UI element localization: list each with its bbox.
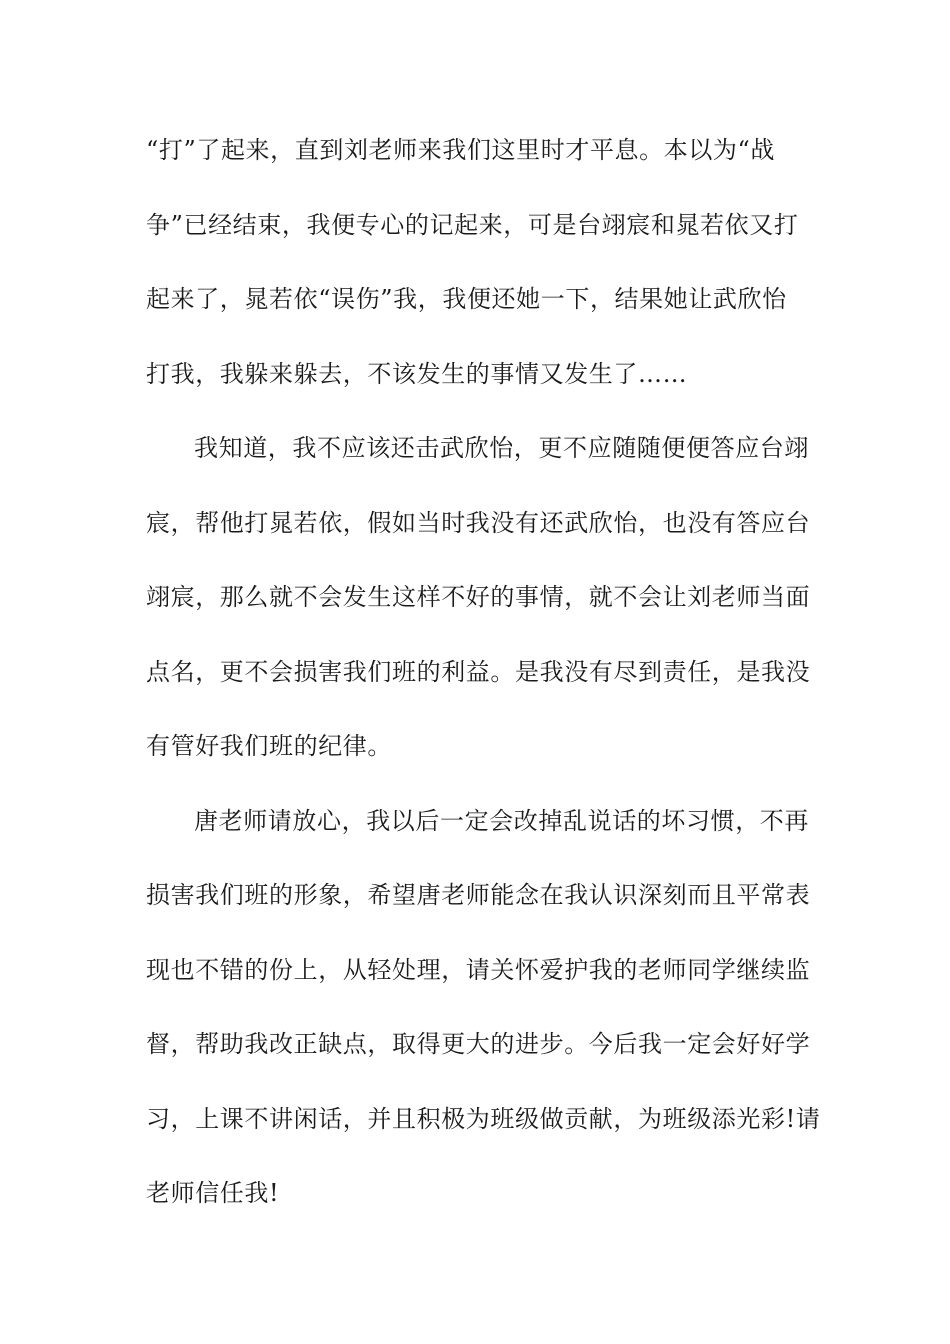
text-line: 打我，我躲来躲去，不该发生的事情又发生了…… — [146, 359, 688, 388]
text-line: 翊宸，那么就不会发生这样不好的事情，就不会让刘老师当面 — [146, 583, 811, 611]
paragraph-first-line: 我知道，我不应该还击武欣怡，更不应随随便便答应台翊 — [194, 434, 809, 462]
text-line: 习，上课不讲闲话，并且积极为班级做贡献，为班级添光彩!请 — [146, 1104, 821, 1133]
text-line: “打”了起来，直到刘老师来我们这里时才平息。本以为“战 — [146, 136, 776, 164]
text-line: 争”已经结束，我便专心的记起来，可是台翊宸和晁若依又打 — [146, 210, 799, 239]
text-line: 现也不错的份上，从轻处理，请关怀爱护我的老师同学继续监 — [146, 955, 811, 984]
text-line: 督，帮助我改正缺点，取得更大的进步。今后我一定会好好学 — [146, 1030, 811, 1058]
text-line: 起来了，晁若依“误伤”我，我便还她一下，结果她让武欣怡 — [146, 285, 787, 313]
text-line: 有管好我们班的纪律。 — [146, 732, 392, 760]
text-line: 损害我们班的形象，希望唐老师能念在我认识深刻而且平常表 — [146, 881, 811, 909]
text-line: 宸，帮他打晁若依，假如当时我没有还武欣怡，也没有答应台 — [146, 508, 811, 537]
text-line: 老师信任我! — [146, 1179, 280, 1207]
paragraph-first-line: 唐老师请放心，我以后一定会改掉乱说话的坏习惯，不再 — [194, 806, 809, 835]
document-body — [146, 125, 821, 1243]
text-line: 点名，更不会损害我们班的利益。是我没有尽到责任，是我没 — [146, 657, 811, 686]
